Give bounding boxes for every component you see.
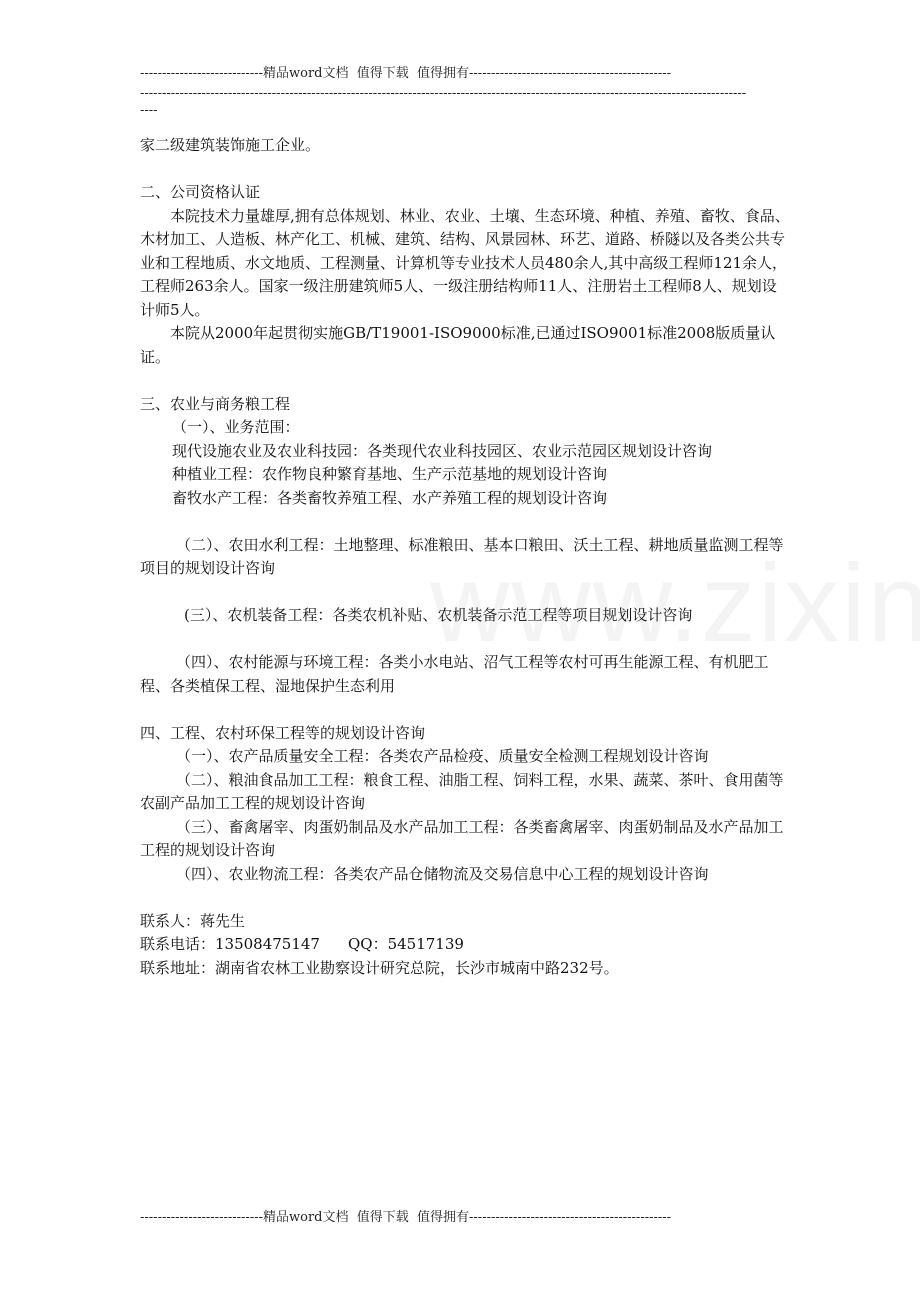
section-4-1: （一）、农产品质量安全工程：各类农产品检疫、质量安全检测工程规划设计咨询 <box>176 747 709 765</box>
section-3-title: 三、农业与商务粮工程 <box>140 394 291 413</box>
document-body <box>140 134 790 980</box>
section-4-3: （三）、畜禽屠宰、肉蛋奶制品及水产品加工工程：各类畜禽屠宰、肉蛋奶制品及水产品加工工程的规划设计咨询 <box>140 817 784 859</box>
section-3-3: (三）、农机装备工程：各类农机补贴、农机装备示范工程等项目规划设计咨询 <box>184 606 693 624</box>
section-3-2: （二）、农田水利工程：土地整理、标准粮田、基本口粮田、沃土工程、耕地质量监测工程等项目的规划设计咨询 <box>140 535 784 577</box>
section-2-paragraph-2: 本院从2000年起贯彻实施GB/T19001-ISO9000标准,已通过ISO9001标准2008版质量认证。 <box>140 324 776 366</box>
section-3-4: （四）、农村能源与环境工程：各类小水电站、沼气工程等农村可再生能源工程、有机肥工程、各类植保工程、湿地保护生态利用 <box>140 653 769 695</box>
section-4-2: （二）、粮油食品加工工程：粮食工程、油脂工程、饲料工程，水果、蔬菜、茶叶、食用菌等农副产品加工工程的规划设计咨询 <box>140 770 784 812</box>
header-dashed-line: ----------------------------精品word文档 值得下载 值得拥有---------------------------------------------- <box>140 66 672 81</box>
section-3-1-item-c: 畜牧水产工程：各类畜牧养殖工程、水产养殖工程的规划设计咨询 <box>172 488 608 507</box>
section-2-paragraph-1: 本院技术力量雄厚,拥有总体规划、林业、农业、土壤、生态环境、种植、养殖、畜牧、食品、木材加工、人造板、林产化工、机械、建筑、结构、风景园林、环艺、道路、桥隧以及各类公共专业和工程地质、水文地质、工程测量、计算机等专业技术人员480余人,其中高级工程师121余人，工程师263余人。国家一级注册建筑师5人、一级注册结构师11人、注册岩土工程师8人、规划设计师5人。 <box>140 206 790 319</box>
section-3-1-item-a: 现代设施农业及农业科技园：各类现代农业科技园区、农业示范园区规划设计咨询 <box>172 441 713 460</box>
header-dashed-rule: ------------------------------------------------------------------------------------------------------------------------------------------ <box>140 86 747 101</box>
header-dashed-rule-end: ---- <box>140 103 158 118</box>
section-4-4: （四）、农业物流工程：各类农产品仓储物流及交易信息中心工程的规划设计咨询 <box>176 864 709 883</box>
contact-phone: 联系电话：13508475147 <box>140 935 320 953</box>
section-4-title: 四、工程、农村环保工程等的规划设计咨询 <box>140 723 426 742</box>
section-3-1-item-b: 种植业工程：农作物良种繁育基地、生产示范基地的规划设计咨询 <box>172 465 608 483</box>
section-3-1-title: （一）、业务范围： <box>172 418 300 436</box>
intro-line: 家二级建筑装饰施工企业。 <box>140 136 321 154</box>
contact-person: 联系人：蒋先生 <box>140 911 246 930</box>
contact-address: 联系地址：湖南省农林工业勘察设计研究总院，长沙市城南中路232号。 <box>140 958 619 977</box>
footer-dashed-line: ----------------------------精品word文档 值得下载 值得拥有---------------------------------------------- <box>140 1210 672 1225</box>
contact-qq: QQ：54517139 <box>347 935 464 953</box>
section-2-title: 二、公司资格认证 <box>140 183 261 201</box>
contact-phone-line <box>140 933 790 957</box>
